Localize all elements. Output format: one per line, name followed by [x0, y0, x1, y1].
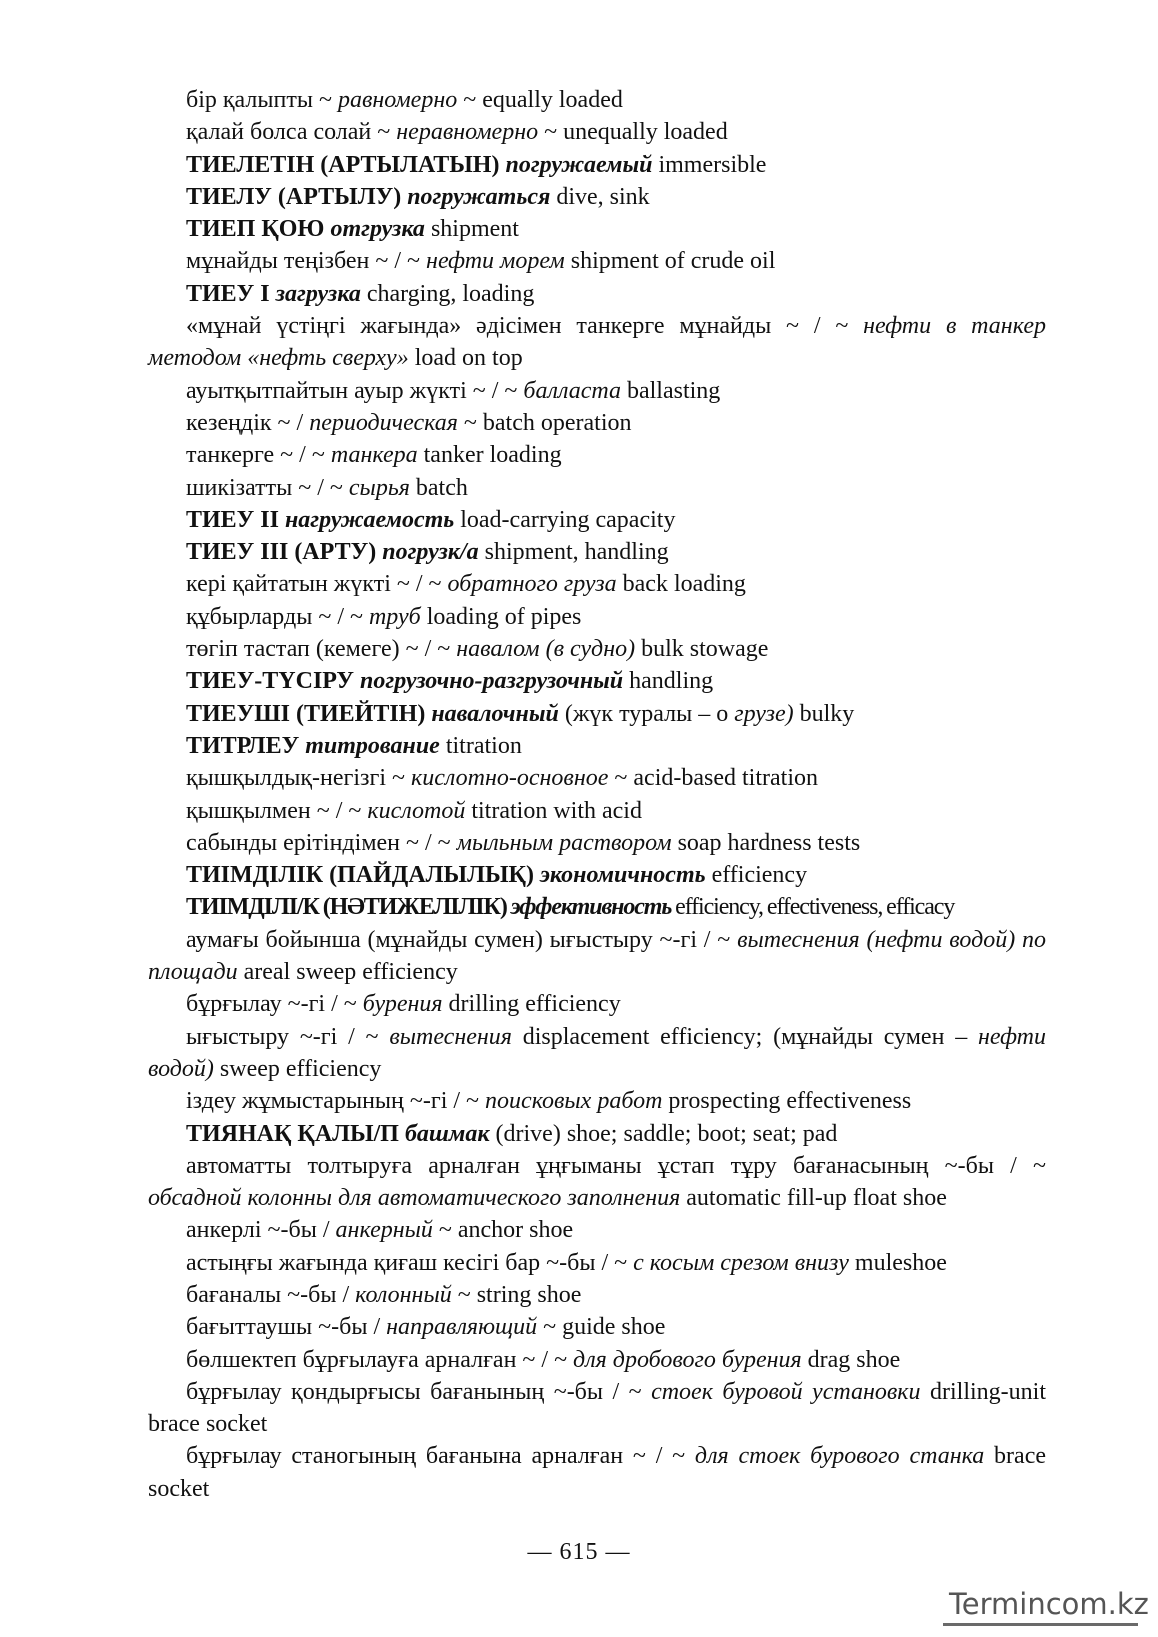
entry-text: drilling-unit brace socket — [148, 1378, 1046, 1438]
entry-text: efficiency — [705, 862, 808, 889]
sub-entry — [148, 1440, 1046, 1505]
entry-text: қалай болса солай ~ — [186, 119, 397, 146]
russian-translation: для стоек бурового станка — [694, 1443, 985, 1470]
termincom-logo — [943, 1587, 1149, 1627]
sub-entry — [148, 310, 1046, 375]
headword-term: ТИІМДІЛІК (ПАЙДАЛЫЛЫҚ) — [186, 862, 540, 889]
entry-text: қышқылдық-негізгі ~ — [186, 765, 411, 792]
russian-translation: анкерный — [335, 1217, 433, 1244]
entry-text: (жүк туралы – о — [558, 700, 735, 727]
entry-text: tanker loading — [417, 442, 562, 469]
entry-text: ~ acid-based titration — [608, 765, 818, 792]
russian-translation: вытеснения — [389, 1023, 512, 1050]
sub-entry — [148, 1247, 1046, 1279]
sub-entry — [148, 1214, 1046, 1246]
russian-translation: нефти в танкер методом «нефть сверху» — [148, 313, 1046, 372]
entry-text: бір қалыпты ~ — [186, 87, 338, 113]
sub-entry — [148, 601, 1046, 633]
entry-text: бұрғылау ~-гі / ~ — [186, 991, 363, 1018]
entry-text: бағыттаушы ~-бы / — [186, 1314, 387, 1341]
entry-text: кері қайтатын жүкті ~ / ~ — [186, 571, 448, 598]
russian-headword: погружаемый — [505, 151, 653, 178]
entry-text: ~ anchor shoe — [432, 1217, 574, 1244]
headword-term: ТИЕЛЕТІН (АРТЫЛАТЫН) — [186, 151, 506, 178]
entry-text: ~ batch operation — [457, 409, 632, 436]
sub-entry — [148, 1085, 1046, 1117]
entry-text: load on top — [408, 345, 523, 372]
headword-entry — [148, 891, 1046, 923]
russian-headword: навалочный — [431, 700, 559, 727]
russian-translation: мыльным раствором — [456, 829, 672, 856]
headword-term: ТИЕУ-ТҮСІРУ — [186, 668, 360, 695]
headword-term: ТИЕУШІ (ТИЕЙТІН) — [186, 700, 432, 727]
russian-translation: кислотно-основное — [411, 765, 609, 792]
headword-term: ТИІМДІЛІ/К (НӘТИЖЕЛІЛІК) — [186, 894, 511, 921]
russian-headword: загрузка — [275, 280, 361, 307]
headword-entry — [148, 665, 1046, 697]
russian-translation: танкера — [330, 442, 418, 469]
headword-entry — [148, 536, 1046, 568]
entry-text: bulk stowage — [635, 636, 769, 663]
sub-entry — [148, 795, 1046, 827]
russian-headword: нагружаемость — [284, 506, 455, 533]
entry-text: бұрғылау станогының бағанына арналған ~ / ~ — [186, 1443, 695, 1470]
entry-text: dive, sink — [550, 183, 650, 210]
russian-translation: вытеснения (нефти водой) по площади — [148, 926, 1047, 986]
entry-text: shipment — [424, 216, 519, 243]
russian-translation: нефти водой) — [148, 1023, 1047, 1082]
entry-text: ауытқытпайтын ауыр жүкті ~ / ~ — [186, 377, 524, 404]
sub-entry — [148, 924, 1046, 989]
entry-text: soap hardness tests — [671, 829, 861, 856]
termincom-logo-underline — [943, 1623, 1138, 1626]
entry-text: ығыстыру ~-гі / ~ — [186, 1023, 390, 1050]
entry-text: бөлшектеп бұрғылауға арналған ~ / ~ — [186, 1346, 574, 1373]
entry-text: titration — [439, 732, 522, 759]
entry-text: back loading — [616, 571, 746, 598]
condensed-entry-text — [186, 894, 954, 920]
entry-text: prospecting effectiveness — [662, 1088, 912, 1115]
headword-entry — [148, 730, 1046, 762]
sub-entry — [148, 375, 1046, 407]
headword-term: ТИТРЛЕУ — [186, 732, 306, 759]
russian-headword: погрузк/а — [382, 539, 479, 566]
russian-translation: колонный — [355, 1281, 452, 1308]
entry-text: bulky — [793, 700, 855, 727]
termincom-logo-text: Termincom.kz — [949, 1587, 1149, 1621]
entry-text: сабынды ерітіндімен ~ / ~ — [186, 829, 457, 856]
entry-text: кезеңдік ~ / — [186, 409, 310, 436]
russian-translation: поисковых работ — [485, 1088, 663, 1115]
headword-term: ТИЯНАҚ ҚАЛЫ/П — [186, 1120, 405, 1147]
entry-text: ~ unequally loaded — [538, 119, 728, 146]
russian-headword: экономичность — [539, 862, 706, 889]
russian-headword: погрузочно-разгрузочный — [359, 668, 624, 695]
entry-text: load-carrying capacity — [454, 506, 676, 533]
entry-text: loading of pipes — [420, 603, 582, 630]
entry-text: sweep efficiency — [213, 1055, 382, 1082]
russian-translation: равномерно — [337, 87, 458, 113]
headword-entry — [148, 504, 1046, 536]
russian-translation: стоек буровой установки — [651, 1378, 921, 1405]
russian-translation: труб — [368, 603, 421, 630]
russian-translation: обсадной колонны для автоматического заполнения — [148, 1185, 681, 1212]
entry-text: автоматты толтыруға арналған ұңғыманы ұстап тұру бағанасының ~-бы / ~ — [186, 1152, 1046, 1179]
entry-text: drag shoe — [801, 1346, 901, 1373]
russian-translation: неравномерно — [396, 119, 539, 146]
entry-text: titration with acid — [465, 797, 642, 824]
entry-text: мұнайды теңізбен ~ / ~ — [186, 248, 427, 275]
entry-text: қышқылмен ~ / ~ — [186, 797, 368, 824]
headword-entry — [148, 149, 1046, 181]
sub-entry — [148, 633, 1046, 665]
sub-entry — [148, 84, 1046, 116]
russian-translation: сырья — [348, 474, 410, 501]
entry-text: efficiency, effectiveness, efficacy — [671, 894, 955, 921]
russian-translation: нефти морем — [426, 248, 565, 275]
headword-term: ТИЕЛУ (АРТЫЛУ) — [186, 183, 408, 210]
entry-text: shipment of crude oil — [564, 248, 776, 275]
entry-text: астыңғы жағында қиғаш кесігі бар ~-бы / ~ — [186, 1249, 634, 1276]
entry-text: shipment, handling — [478, 539, 669, 566]
headword-term: ТИЕП ҚОЮ — [186, 216, 331, 243]
sub-entry — [148, 1021, 1046, 1086]
sub-entry — [148, 1376, 1046, 1441]
sub-entry — [148, 1311, 1046, 1343]
russian-headword: отгрузка — [330, 216, 425, 243]
entry-text: immersible — [652, 151, 767, 178]
entry-text: displacement efficiency; (мұнайды сумен – — [511, 1023, 978, 1050]
russian-translation: кислотой — [367, 797, 466, 824]
entry-text: іздеу жұмыстарының ~-гі / ~ — [186, 1088, 486, 1115]
entry-text: charging, loading — [360, 280, 535, 307]
sub-entry — [148, 827, 1046, 859]
entry-text: areal sweep efficiency — [237, 959, 458, 986]
sub-entry — [148, 116, 1046, 148]
russian-headword: эффективность — [510, 894, 672, 921]
entry-text: (drive) shoe; saddle; boot; seat; pad — [489, 1120, 838, 1147]
headword-entry — [148, 1118, 1046, 1150]
sub-entry — [148, 568, 1046, 600]
entry-text: ~ equally loaded — [457, 87, 623, 113]
sub-entry — [148, 1150, 1046, 1215]
entry-text: handling — [623, 668, 714, 695]
entry-text: brace socket — [148, 1443, 1046, 1502]
headword-entry — [148, 859, 1046, 891]
entry-text: muleshoe — [848, 1249, 947, 1276]
sub-entry — [148, 762, 1046, 794]
entry-text: анкерлі ~-бы / — [186, 1217, 336, 1244]
entry-text: batch — [409, 474, 468, 501]
russian-headword: титрование — [305, 732, 440, 759]
russian-translation: периодическая — [309, 409, 458, 436]
dictionary-page-body — [148, 84, 1046, 1505]
sub-entry — [148, 1279, 1046, 1311]
headword-term: ТИЕУ ІІІ (АРТУ) — [186, 539, 383, 566]
sub-entry — [148, 988, 1046, 1020]
headword-entry — [148, 181, 1046, 213]
entry-text: төгіп тастап (кемеге) ~ / ~ — [186, 636, 457, 663]
headword-entry — [148, 278, 1046, 310]
entry-text: шикізатты ~ / ~ — [186, 474, 349, 501]
entry-text: бағаналы ~-бы / — [186, 1281, 356, 1308]
headword-entry — [148, 213, 1046, 245]
entry-text: ballasting — [620, 377, 721, 404]
entry-text: аумағы бойынша (мұнайды сумен) ығыстыру ~-гі / ~ — [186, 926, 738, 953]
entry-text: құбырларды ~ / ~ — [186, 603, 369, 630]
entry-text: drilling efficiency — [442, 991, 621, 1018]
sub-entry — [148, 472, 1046, 504]
page-number: — 615 — — [527, 1539, 631, 1565]
russian-translation: бурения — [362, 991, 443, 1018]
headword-term: ТИЕУ ІІ — [186, 506, 285, 533]
sub-entry — [148, 1344, 1046, 1376]
entry-text: automatic fill-up float shoe — [680, 1185, 947, 1212]
entry-text: ~ string shoe — [451, 1281, 582, 1308]
sub-entry — [148, 407, 1046, 439]
entry-text: «мұнай үстіңгі жағында» әдісімен танкерге мұнайды ~ / ~ — [186, 313, 864, 340]
russian-translation: балласта — [523, 377, 621, 404]
sub-entry — [148, 245, 1046, 277]
russian-translation: навалом (в судно) — [456, 636, 636, 663]
russian-translation: направляющий — [386, 1314, 538, 1341]
headword-term: ТИЕУ І — [186, 280, 276, 307]
headword-entry — [148, 698, 1046, 730]
entry-text: танкерге ~ / ~ — [186, 442, 331, 469]
russian-translation: с косым срезом внизу — [633, 1249, 849, 1276]
russian-headword: башмак — [404, 1120, 490, 1147]
russian-translation: для дробового бурения — [573, 1346, 802, 1373]
russian-translation: обратного груза — [447, 571, 617, 598]
russian-headword: погружаться — [407, 183, 551, 210]
russian-translation: грузе) — [734, 700, 794, 727]
entry-text: ~ guide shoe — [537, 1314, 666, 1341]
sub-entry — [148, 439, 1046, 471]
entry-text: бұрғылау қондырғысы бағанының ~-бы / ~ — [186, 1378, 652, 1405]
